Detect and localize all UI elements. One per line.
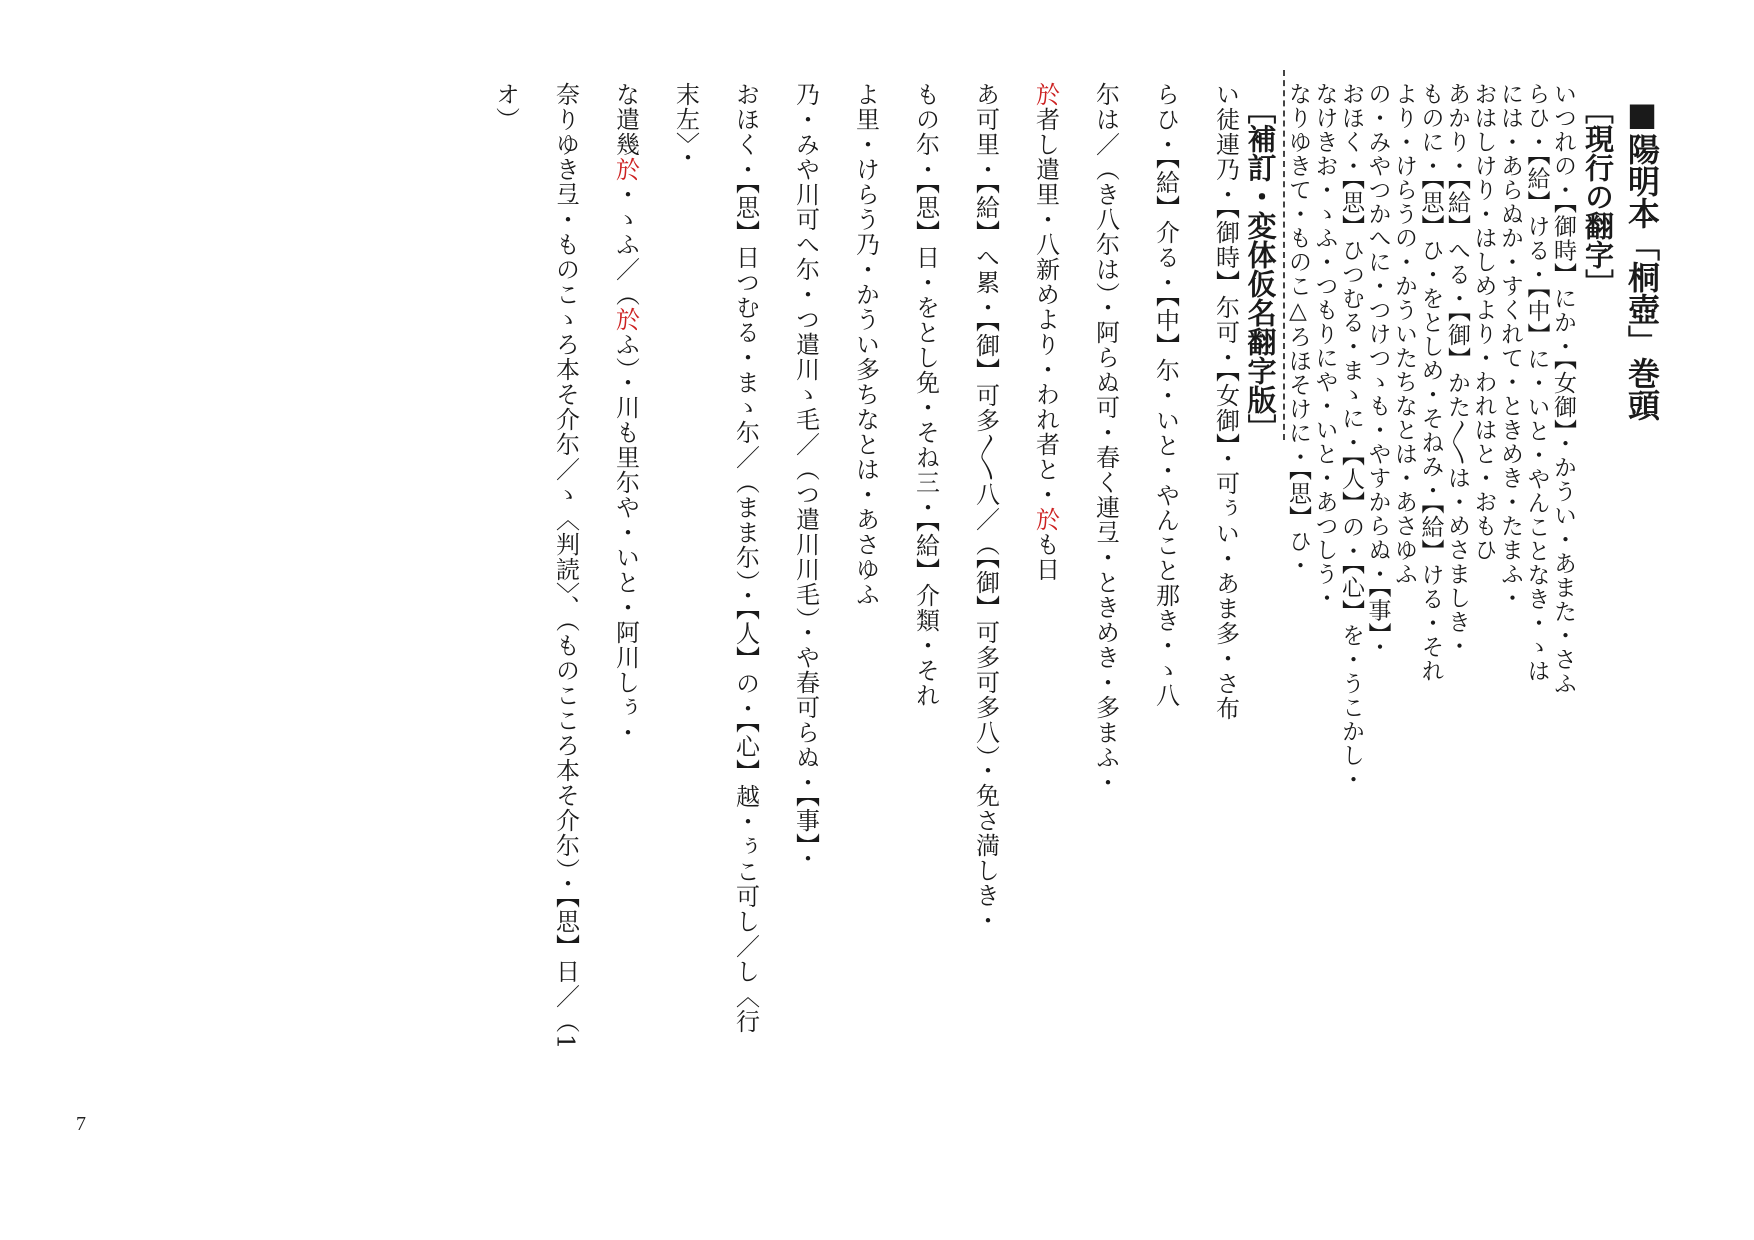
transcription-line: らひ・【給】ける・【中】に・いと・やんことなき・ゝは [1523,82,1550,683]
revised-transcription-line: い徒連乃・【御時】尓可・【女御】・可ぅい・あま多・さ布 [1211,82,1240,721]
revised-transcription-line: 於者し遣里・八新めより・われ者と・於も日 [1031,82,1060,582]
highlighted-character: 於 [611,157,640,182]
document-body [64,70,1664,1200]
revised-transcription-line: 末左〉・ [671,82,700,170]
revised-transcription-line: もの尓・【思】日・をとし免・そね三・【給】介類・それ [911,82,940,708]
section-heading-current-transcription: ［現行の翻字］ [1581,95,1615,298]
transcription-line: なりゆきて・ものこ△ろほそけに・【思】ひ・ [1285,82,1311,578]
section-heading-revised-transcription: ［補訂・変体仮名翻字版］ [1243,95,1278,443]
highlighted-character: 於 [1031,507,1060,532]
revised-transcription-line: あ可里・【給】へ累・【御】可多〳〵八／（【御】可多可多八）・免さ満しき・ [971,82,1000,933]
transcription-line: おほく・【思】ひつむる・まゝに・【人】の・【心】を・うこかし・ [1338,82,1364,792]
revised-transcription-line: 奈りゆき弖・ものこゝろ本そ介尓／ゝ〈判読〉、（ものこころ本そ介尓）・【思】日／（1 [551,82,580,1051]
transcription-line: おはしけり・はしめより・われはと・おもひ [1470,82,1497,562]
revised-transcription-line: おほく・【思】日つむる・まゝ尓／（まま尓）・【人】の・【心】越・ぅこ可し／し〈行 [731,82,760,1034]
transcription-line: あかり・【給】へる・【御】かた〳〵は・めさましき・ [1444,82,1470,658]
highlighted-character: 於 [1031,82,1060,107]
transcription-line: いつれの・【御時】にか・【女御】・かうい・あまた・さふ [1550,82,1576,696]
transcription-line: ものに・【思】ひ・をとしめ・そねみ・【給】ける・それ [1417,82,1444,683]
page-title: ■陽明本「桐壺」巻頭 [1623,95,1661,421]
transcription-line: の・みやつかへに・つけつゝも・やすからぬ・【事】・ [1364,82,1391,659]
transcription-line: より・けらうの・かういたちなとは・あさゆふ [1391,82,1417,586]
highlighted-character: 於 [611,307,640,332]
revised-transcription-line: よ里・けらう乃・かうい多ちなとは・あさゆふ [851,82,880,607]
transcription-line: なけきお・ゝふ・つもりにや・いと・あつしう・ [1311,82,1338,610]
revised-transcription-line: 尓は／（き八尓は）・阿らぬ可・春く連弖・ときめき・多まふ・ [1091,82,1120,795]
transcription-line: には・あらぬか・すくれて・ときめき・たまふ・ [1497,82,1523,610]
revised-transcription-line: な遣幾於・ゝふ／（於ふ）・川も里尓や・いと・阿川しぅ・ [611,82,640,745]
revised-transcription-line: オ） [491,82,520,132]
revised-transcription-line: らひ・【給】介る・【中】尓・いと・やんこと那き・ゝ八 [1151,82,1180,708]
page-number: 7 [76,1113,86,1135]
revised-transcription-line: 乃・みや川可へ尓・つ遣川ゝ毛／（つ遣川川毛）・や春可らぬ・【事】・ [791,82,820,871]
